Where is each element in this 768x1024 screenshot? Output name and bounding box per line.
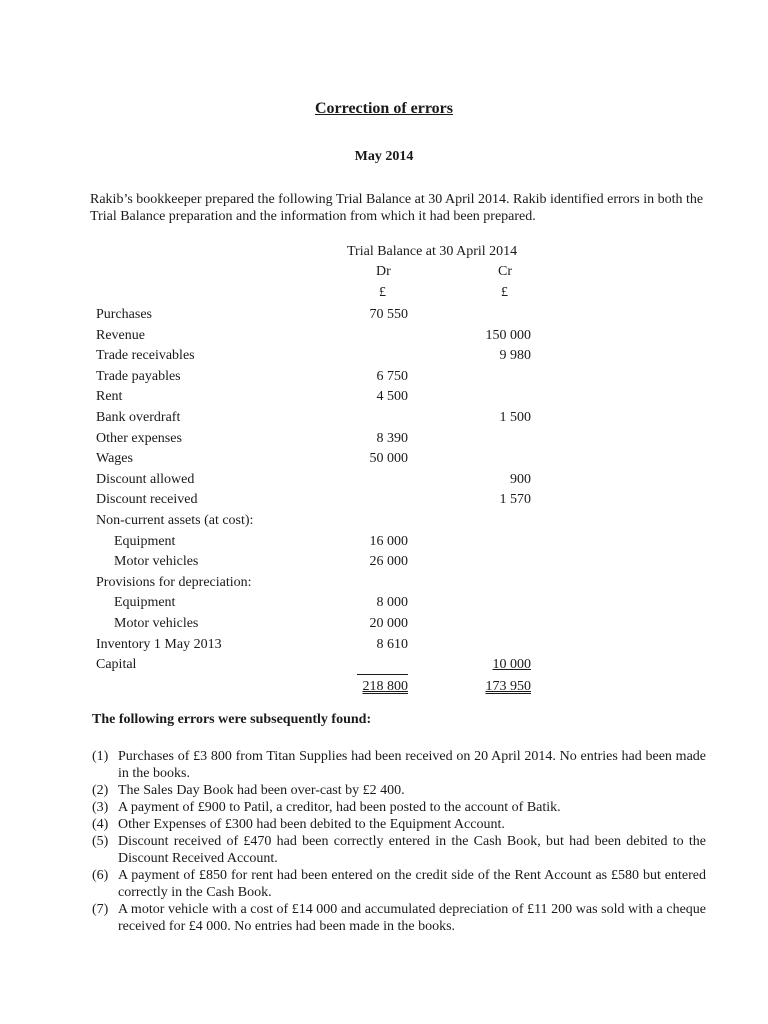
debit-value: 70 550 <box>369 307 408 322</box>
table-row <box>96 532 536 553</box>
item-text: A motor vehicle with a cost of £14 000 and accumulated depreciation of £11 200 was sold with a cheque received for £4 000. No entries had been made in the books. <box>118 902 706 934</box>
credit-value: 1 500 <box>499 409 531 425</box>
page-title: Correction of errors <box>314 100 453 117</box>
debit-total: 218 800 <box>362 679 408 694</box>
account-label: Purchases <box>96 307 152 322</box>
account-label: Revenue <box>96 327 145 343</box>
table-row <box>96 593 536 614</box>
table-row <box>96 449 536 470</box>
item-number: (4) <box>92 817 109 832</box>
list-item <box>92 901 706 935</box>
section-label: Non-current assets (at cost): <box>96 512 254 528</box>
credit-value: 9 980 <box>499 348 531 364</box>
debit-value: 8 610 <box>376 636 408 652</box>
account-label: Capital <box>96 657 137 673</box>
debit-value: 4 500 <box>376 389 408 405</box>
table-row <box>96 429 536 450</box>
item-number: (7) <box>92 902 109 917</box>
table-row <box>96 552 536 573</box>
trial-balance-table <box>96 305 536 676</box>
dr-currency: £ <box>379 285 386 300</box>
account-label: Equipment <box>114 533 176 549</box>
list-item <box>92 782 706 799</box>
account-label: Equipment <box>114 595 176 611</box>
list-item <box>92 748 706 782</box>
table-row <box>96 408 536 429</box>
credit-value: 900 <box>510 471 531 487</box>
credit-value: 10 000 <box>492 657 531 673</box>
debit-value: 50 000 <box>369 451 408 467</box>
item-number: (6) <box>92 868 109 883</box>
list-item <box>92 816 706 833</box>
account-label: Discount allowed <box>96 471 195 487</box>
errors-heading: The following errors were subsequently found: <box>92 712 372 727</box>
item-text: The Sales Day Book had been over-cast by £2 400. <box>118 783 405 798</box>
table-row <box>96 367 536 388</box>
debit-value: 26 000 <box>369 554 408 570</box>
item-number: (1) <box>92 749 109 764</box>
item-text: A payment of £900 to Patil, a creditor, had been posted to the account of Batik. <box>118 800 561 815</box>
totals-row <box>96 677 536 697</box>
account-label: Rent <box>96 389 123 405</box>
debit-subtotal-rule <box>357 674 408 675</box>
table-row <box>96 470 536 491</box>
document-date: May 2014 <box>354 149 414 164</box>
item-number: (3) <box>92 800 109 815</box>
table-row <box>96 573 536 594</box>
cr-column-header: Cr <box>498 264 512 279</box>
account-label: Bank overdraft <box>96 409 181 425</box>
table-row <box>96 614 536 635</box>
table-row <box>96 511 536 532</box>
item-text: Purchases of £3 800 from Titan Supplies had been received on 20 April 2014. No entries had been made in the books. <box>118 749 706 781</box>
account-label: Other expenses <box>96 430 182 446</box>
debit-value: 16 000 <box>369 533 408 549</box>
item-text: Discount received of £470 had been correctly entered in the Cash Book, but had been debited to the Discount Received Account. <box>118 834 706 866</box>
credit-value: 150 000 <box>485 327 531 343</box>
table-row <box>96 655 536 676</box>
list-item <box>92 867 706 901</box>
debit-value: 6 750 <box>376 368 408 384</box>
account-label: Motor vehicles <box>114 615 199 631</box>
trial-balance-caption: Trial Balance at 30 April 2014 <box>347 244 518 259</box>
errors-list <box>92 748 706 935</box>
table-row <box>96 490 536 511</box>
cr-currency: £ <box>501 285 508 300</box>
table-row <box>96 326 536 347</box>
account-label: Motor vehicles <box>114 554 199 570</box>
list-item <box>92 799 706 816</box>
account-label: Inventory 1 May 2013 <box>96 636 222 652</box>
account-label: Trade payables <box>96 368 181 384</box>
table-row <box>96 305 536 326</box>
debit-value: 20 000 <box>369 615 408 631</box>
intro-paragraph: Rakib’s bookkeeper prepared the following Trial Balance at 30 April 2014. Rakib identified errors in both the Trial Balance preparation and the information from which it had been prepared. <box>90 192 704 224</box>
credit-total: 173 950 <box>485 679 531 694</box>
table-row <box>96 387 536 408</box>
table-row <box>96 635 536 656</box>
item-text: Other Expenses of £300 had been debited to the Equipment Account. <box>118 817 505 832</box>
list-item <box>92 833 706 867</box>
account-label: Trade receivables <box>96 348 195 364</box>
table-row <box>96 346 536 367</box>
dr-column-header: Dr <box>376 264 391 279</box>
account-label: Wages <box>96 451 133 467</box>
debit-value: 8 000 <box>376 595 408 611</box>
section-label: Provisions for depreciation: <box>96 574 252 590</box>
account-label: Discount received <box>96 492 198 508</box>
debit-value: 8 390 <box>376 430 408 446</box>
credit-value: 1 570 <box>499 492 531 508</box>
item-text: A payment of £850 for rent had been entered on the credit side of the Rent Account as £580 but entered correctly in the Cash Book. <box>118 868 706 900</box>
item-number: (5) <box>92 834 109 849</box>
item-number: (2) <box>92 783 109 798</box>
